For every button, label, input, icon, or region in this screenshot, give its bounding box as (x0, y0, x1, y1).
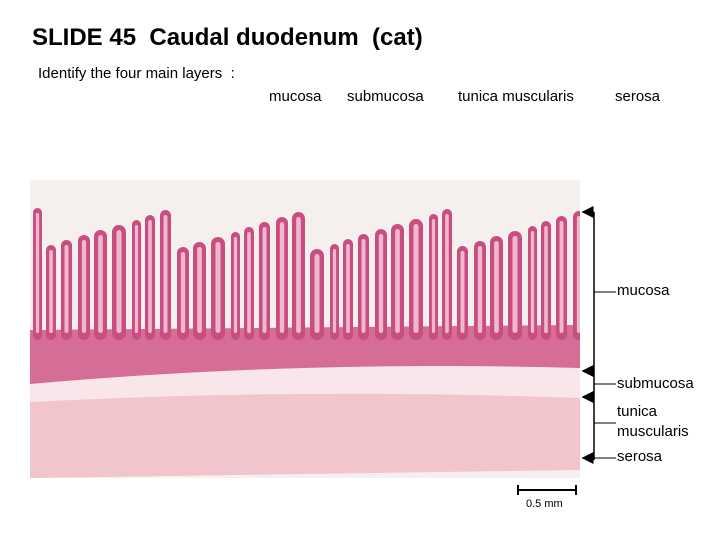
villus-core (531, 231, 534, 333)
villus-core (116, 230, 121, 333)
villus-core (379, 234, 383, 333)
villus-core (215, 242, 220, 333)
villus-core (296, 217, 301, 333)
label-tunica: tunica (617, 403, 658, 420)
villus-core (333, 249, 336, 333)
villus-core (98, 235, 103, 333)
instruction-text: Identify the four main layers : (38, 65, 235, 82)
villus-core (413, 224, 418, 333)
villus-core (314, 254, 319, 333)
villus-core (181, 252, 185, 333)
villus-core (82, 240, 86, 333)
villus-core (544, 226, 548, 333)
villus-core (36, 213, 39, 333)
villus-core (478, 246, 482, 333)
label-serosa: serosa (617, 448, 663, 465)
villus-core (362, 239, 366, 333)
villus-core (346, 244, 350, 333)
label-muscularis: muscularis (617, 423, 689, 440)
villus-core (65, 245, 69, 333)
villus-core (560, 221, 564, 333)
villus-core (263, 227, 267, 333)
villus-core (164, 215, 168, 333)
villus-core (135, 225, 138, 333)
label-mucosa: mucosa (617, 282, 670, 299)
villus-core (395, 229, 400, 333)
layer-name-tunica-muscularis: tunica muscularis (458, 88, 574, 105)
villus-core (432, 219, 435, 333)
villus-core (49, 250, 53, 333)
villus-core (280, 222, 284, 333)
layer-name-serosa: serosa (615, 88, 661, 105)
villus-core (494, 241, 499, 333)
villus-core (445, 214, 449, 333)
villus-core (148, 220, 152, 333)
slide-title: SLIDE 45 Caudal duodenum (cat) (32, 24, 423, 51)
label-submucosa: submucosa (617, 375, 694, 392)
scale-bar-label: 0.5 mm (526, 498, 563, 510)
villus-core (512, 236, 517, 333)
villus-core (234, 237, 237, 333)
layer-name-submucosa: submucosa (347, 88, 424, 105)
label-tunica-muscularis (617, 402, 689, 442)
villus-core (577, 216, 581, 333)
villus-core (247, 232, 251, 333)
villus-core (461, 251, 465, 333)
villus-core (197, 247, 202, 333)
layer-name-mucosa: mucosa (269, 88, 322, 105)
